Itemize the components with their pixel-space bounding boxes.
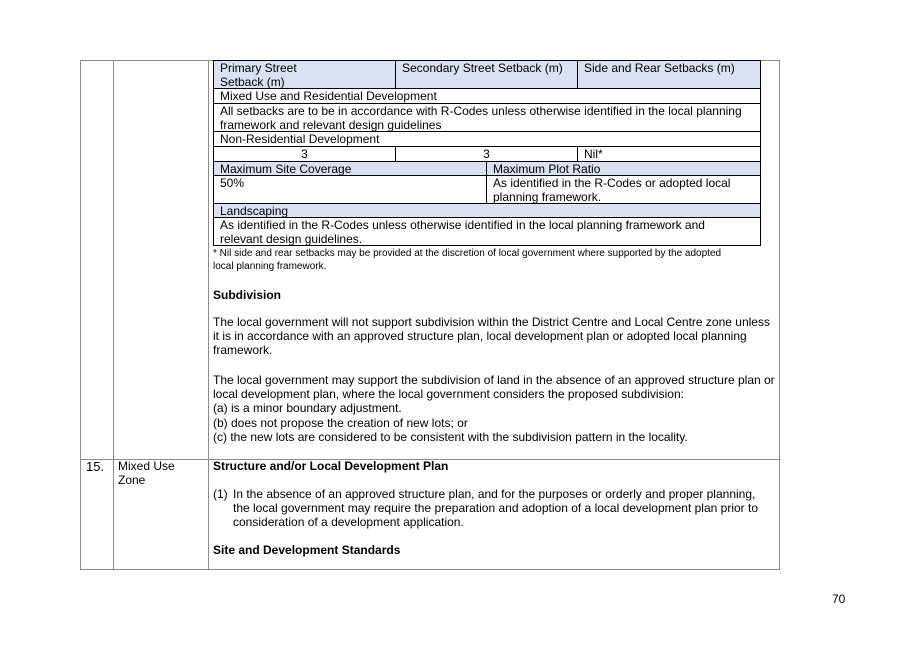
cell-text: Nil* (584, 147, 603, 161)
cell-text: planning framework. (493, 190, 602, 204)
cell-text: Maximum Plot Ratio (493, 162, 601, 176)
header-text: Primary Street (220, 61, 297, 75)
cell-text: Maximum Site Coverage (220, 162, 352, 176)
secondary-setback-value (395, 146, 578, 162)
cell-text: Mixed Use and Residential Development (220, 89, 437, 103)
plot-ratio-heading (486, 161, 761, 176)
plot-ratio-value (486, 175, 761, 204)
paragraph-line: it is in accordance with an approved structure plan, local development plan or adopted local planning (213, 329, 747, 343)
list-item: (c) the new lots are considered to be consistent with the subdivision pattern in the locality. (213, 430, 688, 444)
header-text: Secondary Street Setback (m) (402, 61, 563, 75)
cell-text: relevant design guidelines. (220, 232, 363, 246)
subdivision-heading: Subdivision (213, 288, 282, 302)
zone-name-line: Zone (118, 473, 146, 487)
column-divider (208, 61, 209, 569)
cell-text: Non-Residential Development (220, 132, 380, 146)
list-item: (a) is a minor boundary adjustment. (213, 401, 402, 415)
header-text: Setback (m) (220, 75, 285, 89)
cell-text: 50% (220, 176, 245, 190)
landscaping-heading (213, 203, 761, 218)
paragraph-line: local development plan, where the local government considers the proposed subdivision: (213, 387, 684, 401)
cell-text: All setbacks are to be in accordance with R-Codes unless otherwise identified in the local planning (220, 104, 742, 118)
row-number: 15. (86, 459, 105, 474)
cell-text: 3 (483, 147, 490, 161)
item-label: (1) (213, 487, 228, 501)
cell-text: 3 (301, 147, 308, 161)
cell-text: Landscaping (220, 204, 289, 218)
paragraph-line: the local government may require the preparation and adoption of a local development plan prior to (233, 501, 758, 515)
paragraph-line: The local government may support the subdivision of land in the absence of an approved structure plan or (213, 373, 775, 387)
paragraph-line: In the absence of an approved structure plan, and for the purposes or orderly and proper planning, (233, 487, 756, 501)
cell-text: As identified in the R-Codes or adopted local (493, 176, 731, 190)
side-rear-setback-value (577, 146, 761, 162)
page-number: 70 (832, 592, 846, 606)
mixed-use-heading (213, 88, 761, 104)
zone-name-line: Mixed Use (118, 459, 175, 473)
landscaping-text (213, 217, 761, 246)
site-coverage-value (213, 175, 487, 204)
column-divider (113, 61, 114, 569)
primary-setback-value (213, 146, 396, 162)
header-text: Side and Rear Setbacks (m) (584, 61, 735, 75)
paragraph-line: framework. (213, 343, 273, 357)
paragraph-line: The local government will not support subdivision within the District Centre and Local Centre zone unless (213, 315, 770, 329)
non-residential-heading (213, 131, 761, 147)
paragraph-line: consideration of a development application. (233, 515, 464, 529)
header-side-rear-setbacks (577, 60, 761, 89)
site-coverage-heading (213, 161, 487, 176)
header-secondary-street-setback (395, 60, 578, 89)
footnote-line: local planning framework. (213, 261, 327, 272)
header-primary-street-setback (213, 60, 396, 89)
mixed-use-text (213, 103, 761, 132)
cell-text: As identified in the R-Codes unless otherwise identified in the local planning framework and (220, 218, 705, 232)
footnote-line: * Nil side and rear setbacks may be provided at the discretion of local government where supported by the adopted (213, 248, 722, 259)
list-item: (b) does not propose the creation of new lots; or (213, 416, 468, 430)
structure-plan-heading: Structure and/or Local Development Plan (213, 459, 449, 473)
cell-text: framework and relevant design guidelines (220, 118, 442, 132)
standards-heading: Site and Development Standards (213, 543, 401, 557)
